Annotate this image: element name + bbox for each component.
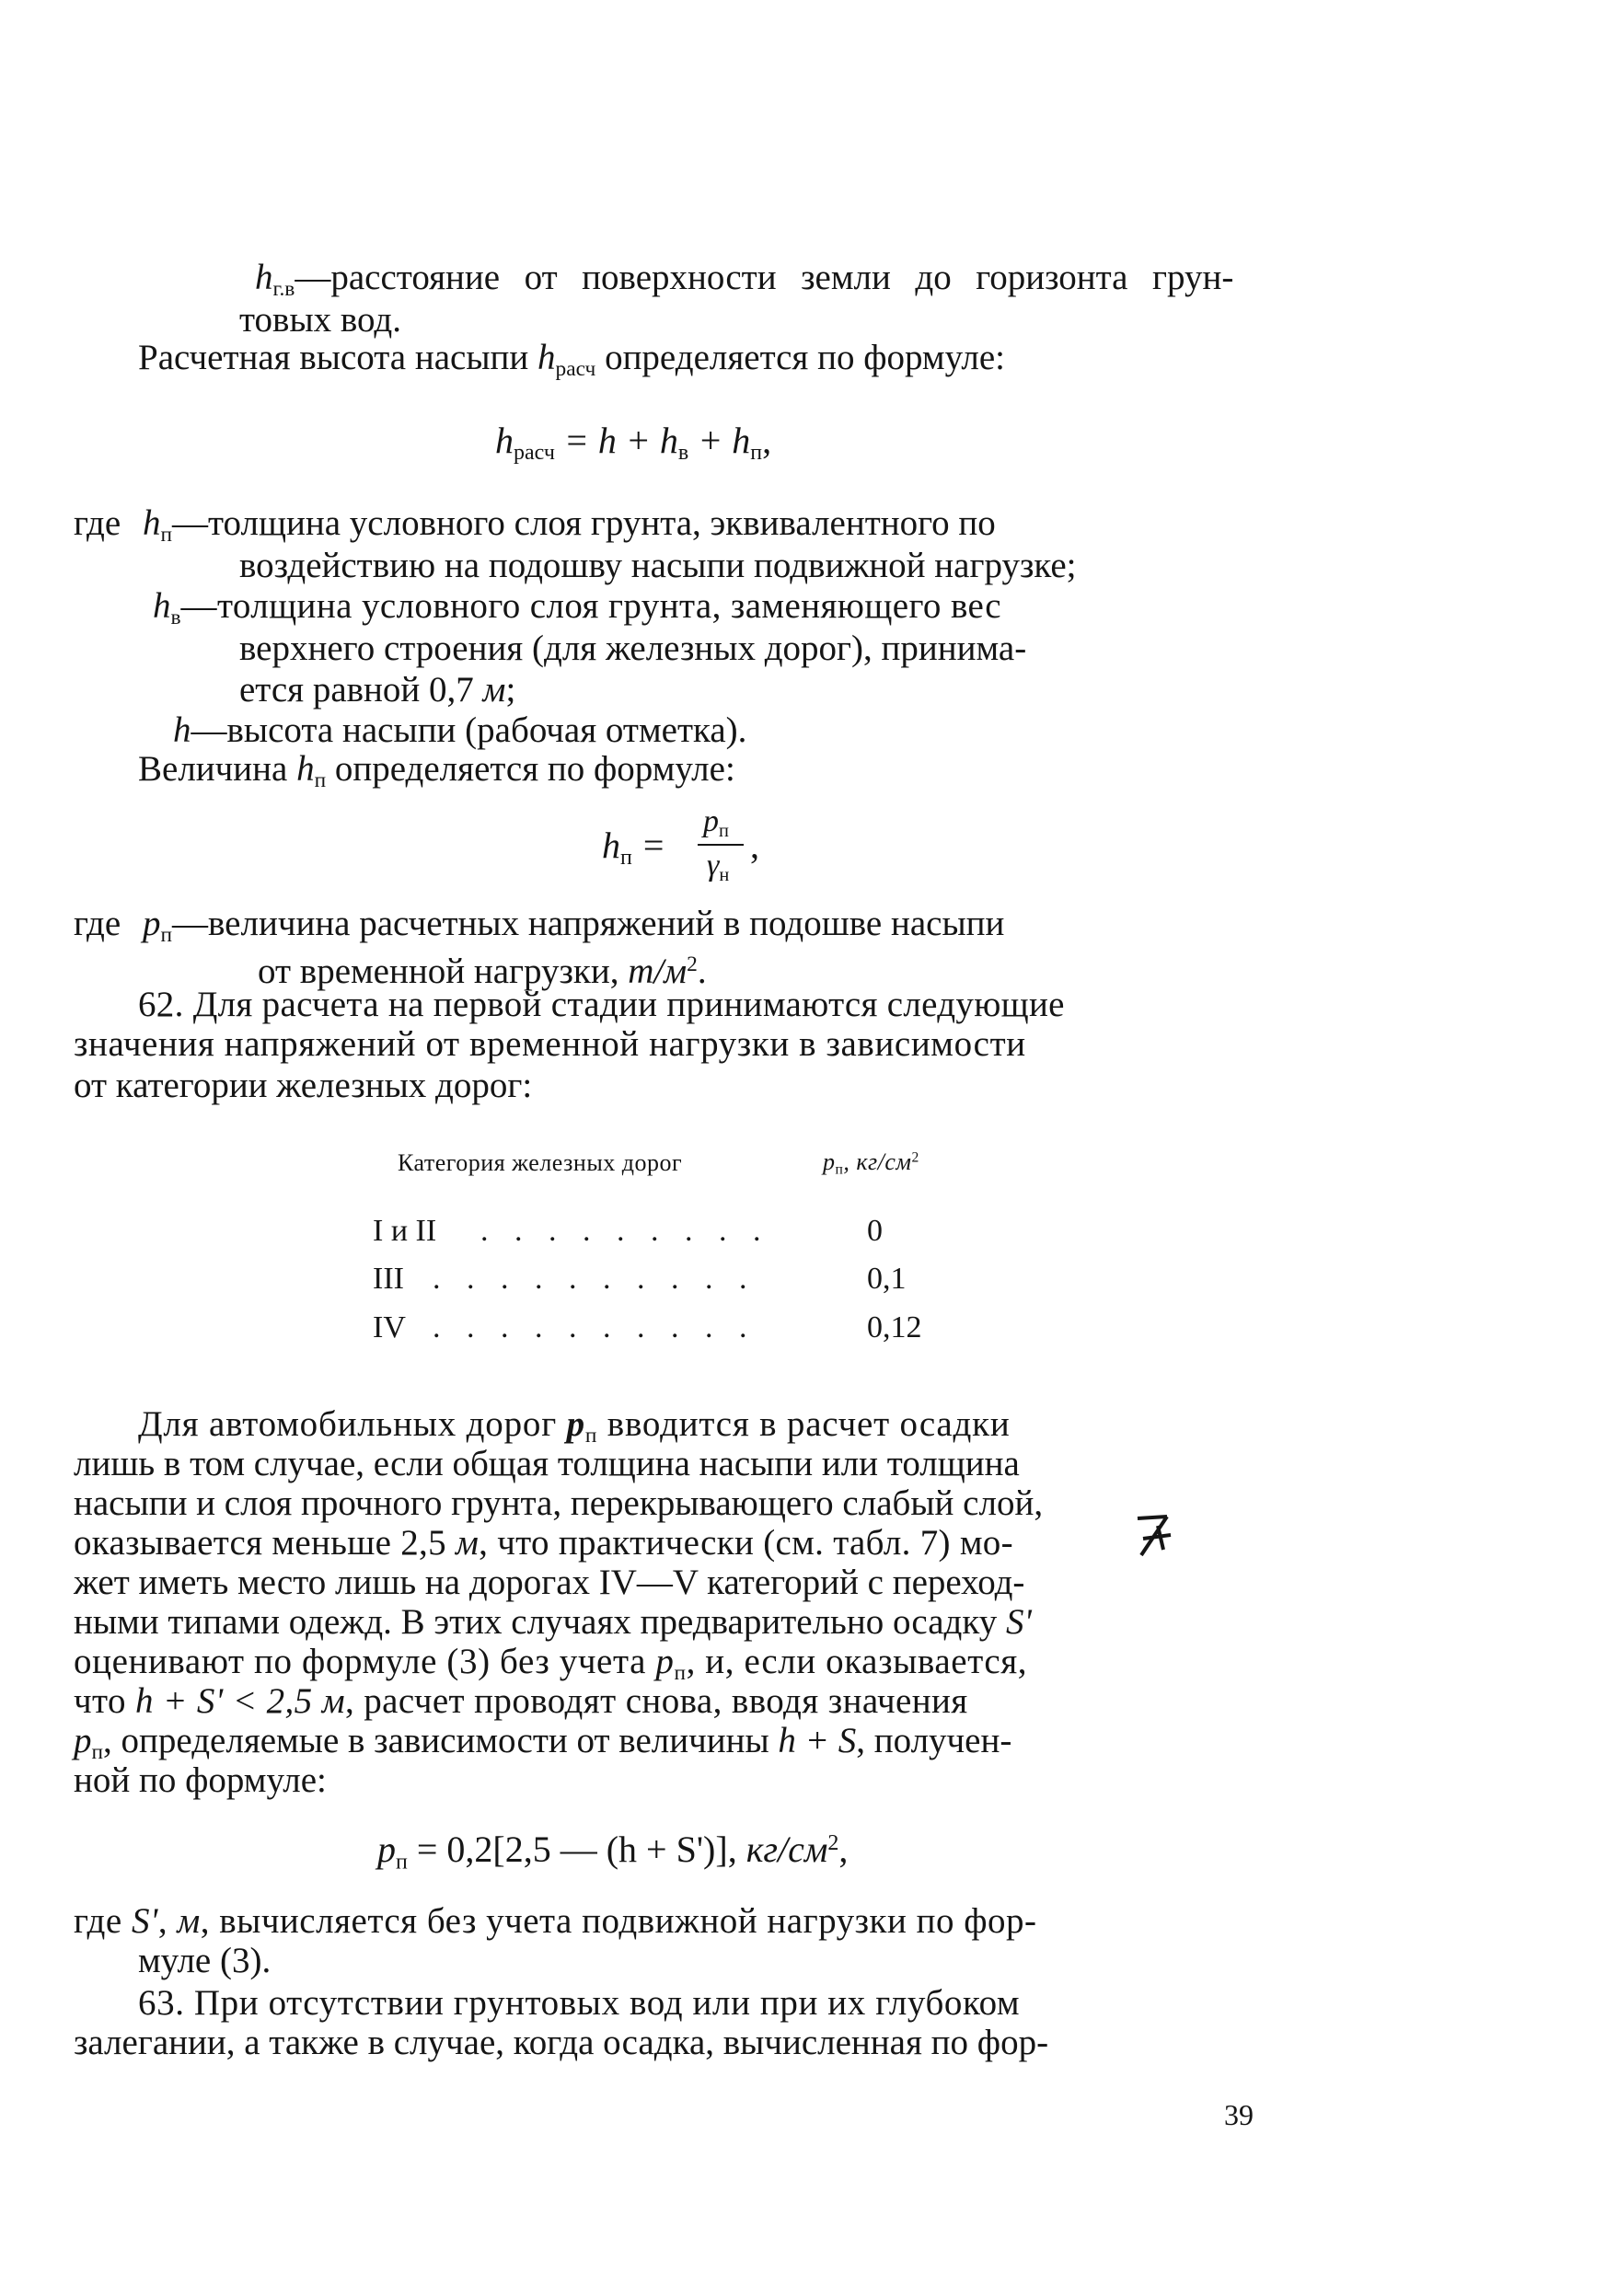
where-h-line xyxy=(173,710,746,752)
definition-text: воздействию на подошву насыпи подвижной нагрузке; xyxy=(239,546,1077,585)
formula-lhs xyxy=(602,825,664,879)
formula-body: = 0,2[2,5 — (h + S')], xyxy=(407,1829,746,1871)
where-hv-line-2 xyxy=(239,628,1026,670)
table-cell-category: IV xyxy=(373,1310,406,1344)
paragraph-text: жет иметь место лишь на дорогах IV—V категорий с переход- xyxy=(74,1563,1025,1602)
symbol-s-prime: S' xyxy=(131,1901,158,1941)
math-expression: h + S' < 2,5 xyxy=(135,1681,322,1721)
formula-symbol: p xyxy=(377,1829,396,1871)
paragraph-design-height xyxy=(138,337,1252,390)
paragraph-text: насыпи и слоя прочного грунта, перекрывающего слабый слой, xyxy=(74,1483,1044,1523)
paragraph-auto-line-4 xyxy=(74,1522,1013,1564)
symbol-p: p xyxy=(655,1642,675,1681)
symbol-subscript: п xyxy=(835,1161,844,1178)
table-leader-dots: . . . . . . . . . xyxy=(480,1214,770,1248)
paragraph-text: 63. При отсутствии грунтовых вод или при их глубоком xyxy=(138,1983,1021,2023)
formula-subscript: н xyxy=(719,865,730,886)
paragraph-auto-line-8 xyxy=(74,1680,968,1723)
symbol-subscript: п xyxy=(91,1740,104,1765)
formula-subscript: п xyxy=(620,846,632,871)
table-leader-dots: . . . . . . . . . . xyxy=(433,1310,757,1344)
definition-text: от временной нагрузки, xyxy=(258,951,629,991)
definition-text: —толщина условного слоя грунта, эквивалентного по xyxy=(172,503,996,543)
definition-text: —величина расчетных напряжений в подошве насыпи xyxy=(172,904,1005,943)
definition-text: , вычисляется без учета подвижной нагрузки по фор- xyxy=(200,1901,1037,1941)
symbol-h: h xyxy=(296,749,315,789)
unit: т/м xyxy=(628,951,688,991)
where-label: где xyxy=(74,503,121,543)
paragraph-62-line-1 xyxy=(138,984,1065,1026)
formula-subscript: расч xyxy=(514,441,555,466)
formula-subscript: п xyxy=(719,821,729,842)
table-header-pp xyxy=(823,1148,919,1179)
unit-superscript: 2 xyxy=(827,1831,839,1855)
table-cell-value: 0,1 xyxy=(867,1262,907,1296)
unit: м xyxy=(482,670,506,710)
paragraph-text: лишь в том случае, если общая толщина насыпи или толщина xyxy=(74,1444,1020,1483)
formula-punct: , xyxy=(838,1829,849,1871)
formula-tail xyxy=(750,825,759,867)
symbol-p: p xyxy=(823,1148,836,1175)
math-expression: h + S xyxy=(778,1721,857,1760)
paragraph-text: от категории железных дорог: xyxy=(74,1066,533,1105)
formula-subscript: п xyxy=(750,441,763,466)
unit-superscript: 2 xyxy=(911,1149,919,1166)
paragraph-62-line-2 xyxy=(74,1023,1026,1066)
symbol-subscript: г.в xyxy=(272,277,295,302)
definition-text: —высота насыпи (рабочая отметка). xyxy=(191,710,747,750)
symbol-subscript: п xyxy=(674,1661,687,1686)
formula-equals: = xyxy=(642,825,665,866)
paragraph-text: , что практически (см. табл. 7) мо- xyxy=(479,1523,1013,1563)
formula-term: = h + h xyxy=(554,420,678,461)
definition-hgv-line-2 xyxy=(239,299,401,341)
paragraph-text: , расчет проводят снова, вводя значения xyxy=(344,1681,968,1721)
symbol-subscript: п xyxy=(160,923,172,948)
where-label: где xyxy=(74,904,121,943)
definition-text: —расстояние от поверхности земли до горизонта грун- xyxy=(295,258,1234,297)
punct: . xyxy=(697,951,707,991)
paragraph-text: залегании, а также в случае, когда осадка, вычисленная по фор- xyxy=(74,2023,1049,2062)
symbol-subscript: п xyxy=(584,1424,598,1448)
formula-design-height xyxy=(495,420,771,474)
paragraph-text: ной по формуле: xyxy=(74,1760,327,1800)
unit-superscript: 2 xyxy=(687,952,698,976)
symbol-p: p xyxy=(74,1721,92,1760)
paragraph-63-line-1 xyxy=(138,1982,1020,2025)
formula-subscript: п xyxy=(396,1850,408,1875)
formula-subscript: в xyxy=(677,441,689,466)
where-hp-line-2 xyxy=(239,545,1076,587)
formula-punct: , xyxy=(750,825,759,866)
where-hv-line-3 xyxy=(239,669,515,711)
punct: ; xyxy=(505,670,516,710)
paragraph-62-line-3 xyxy=(74,1065,532,1107)
table-leader-dots: . . . . . . . . . . xyxy=(433,1262,757,1296)
paragraph-text: 62. Для расчета на первой стадии принимаются следующие xyxy=(138,985,1065,1024)
symbol-h: h xyxy=(153,586,171,626)
table-cell-value: 0,12 xyxy=(867,1310,922,1344)
unit: , кг/см xyxy=(843,1148,912,1175)
unit: кг/см xyxy=(745,1829,828,1871)
paragraph-text: , определяемые в зависимости от величины xyxy=(103,1721,779,1760)
table-cell-category: III xyxy=(373,1262,404,1296)
paragraph-text: Для автомобильных дорог xyxy=(138,1404,567,1444)
formula-term: + h xyxy=(688,420,751,461)
unit: м xyxy=(177,1901,201,1941)
table-header-category: Категория железных дорог xyxy=(398,1149,683,1176)
symbol-s-prime: S' xyxy=(1006,1602,1032,1642)
paragraph-text: Величина xyxy=(138,749,297,789)
punct: , xyxy=(157,1901,178,1941)
paragraph-text: значения напряжений от временной нагрузки в зависимости xyxy=(74,1024,1026,1064)
definition-text: ется равной 0,7 xyxy=(239,670,483,710)
paragraph-text: , получен- xyxy=(856,1721,1012,1760)
paragraph-auto-line-6 xyxy=(74,1601,1032,1644)
symbol-subscript: в xyxy=(170,606,181,630)
where-s-line-1 xyxy=(74,1900,1036,1943)
paragraph-text: Расчетная высота насыпи xyxy=(138,338,538,377)
paragraph-text: , и, если оказывается, xyxy=(686,1642,1028,1681)
paragraph-text: ными типами одежд. В этих случаях предварительно осадку xyxy=(74,1602,1007,1642)
formula-denominator xyxy=(707,845,729,896)
formula-symbol: p xyxy=(703,804,719,838)
definition-text: верхнего строения (для железных дорог), принима- xyxy=(239,629,1027,668)
definition-text: —толщина условного слоя грунта, заменяющего вес xyxy=(180,586,1001,626)
formula-symbol: h xyxy=(495,420,514,461)
unit: м xyxy=(321,1681,345,1721)
paragraph-text: что xyxy=(74,1681,135,1721)
paragraph-auto-line-3 xyxy=(74,1483,1043,1525)
definition-text: муле (3). xyxy=(138,1941,272,1980)
paragraph-text: определяется по формуле: xyxy=(595,338,1005,377)
paragraph-text: вводится в расчет осадки xyxy=(597,1404,1011,1444)
paragraph-auto-line-2 xyxy=(74,1443,1020,1485)
paragraph-hp-formula xyxy=(138,748,735,802)
formula-symbol: h xyxy=(602,825,620,866)
formula-symbol: γ xyxy=(707,848,720,883)
formula-punct: , xyxy=(762,420,772,461)
table-cell-category: I и II xyxy=(373,1214,437,1248)
definition-hgv-line-1 xyxy=(255,257,1251,310)
symbol-h: h xyxy=(255,258,273,297)
symbol-subscript: п xyxy=(160,523,172,548)
symbol-p: p xyxy=(142,904,161,943)
handwritten-correction-mark xyxy=(1130,1509,1176,1564)
symbol-h: h xyxy=(173,710,191,750)
symbol-h: h xyxy=(537,338,556,377)
symbol-subscript: п xyxy=(314,768,327,793)
table-cell-value: 0 xyxy=(867,1214,883,1248)
paragraph-auto-line-10 xyxy=(74,1759,327,1802)
formula-pp xyxy=(377,1822,848,1883)
paragraph-63-line-2 xyxy=(74,2022,1048,2064)
unit: м xyxy=(455,1523,480,1563)
symbol-h: h xyxy=(142,503,161,543)
paragraph-text: оказывается меньше 2,5 xyxy=(74,1523,456,1563)
paragraph-text: оценивают по формуле (3) без учета xyxy=(74,1642,656,1681)
paragraph-auto-line-5 xyxy=(74,1562,1024,1604)
definition-text: товых вод. xyxy=(239,300,402,340)
page-number: 39 xyxy=(1224,2098,1254,2131)
paragraph-text: определяется по формуле: xyxy=(326,749,735,789)
symbol-p: p xyxy=(566,1404,585,1444)
where-s-line-2 xyxy=(138,1940,271,1982)
symbol-subscript: расч xyxy=(555,357,596,382)
where-label: где xyxy=(74,1901,132,1941)
